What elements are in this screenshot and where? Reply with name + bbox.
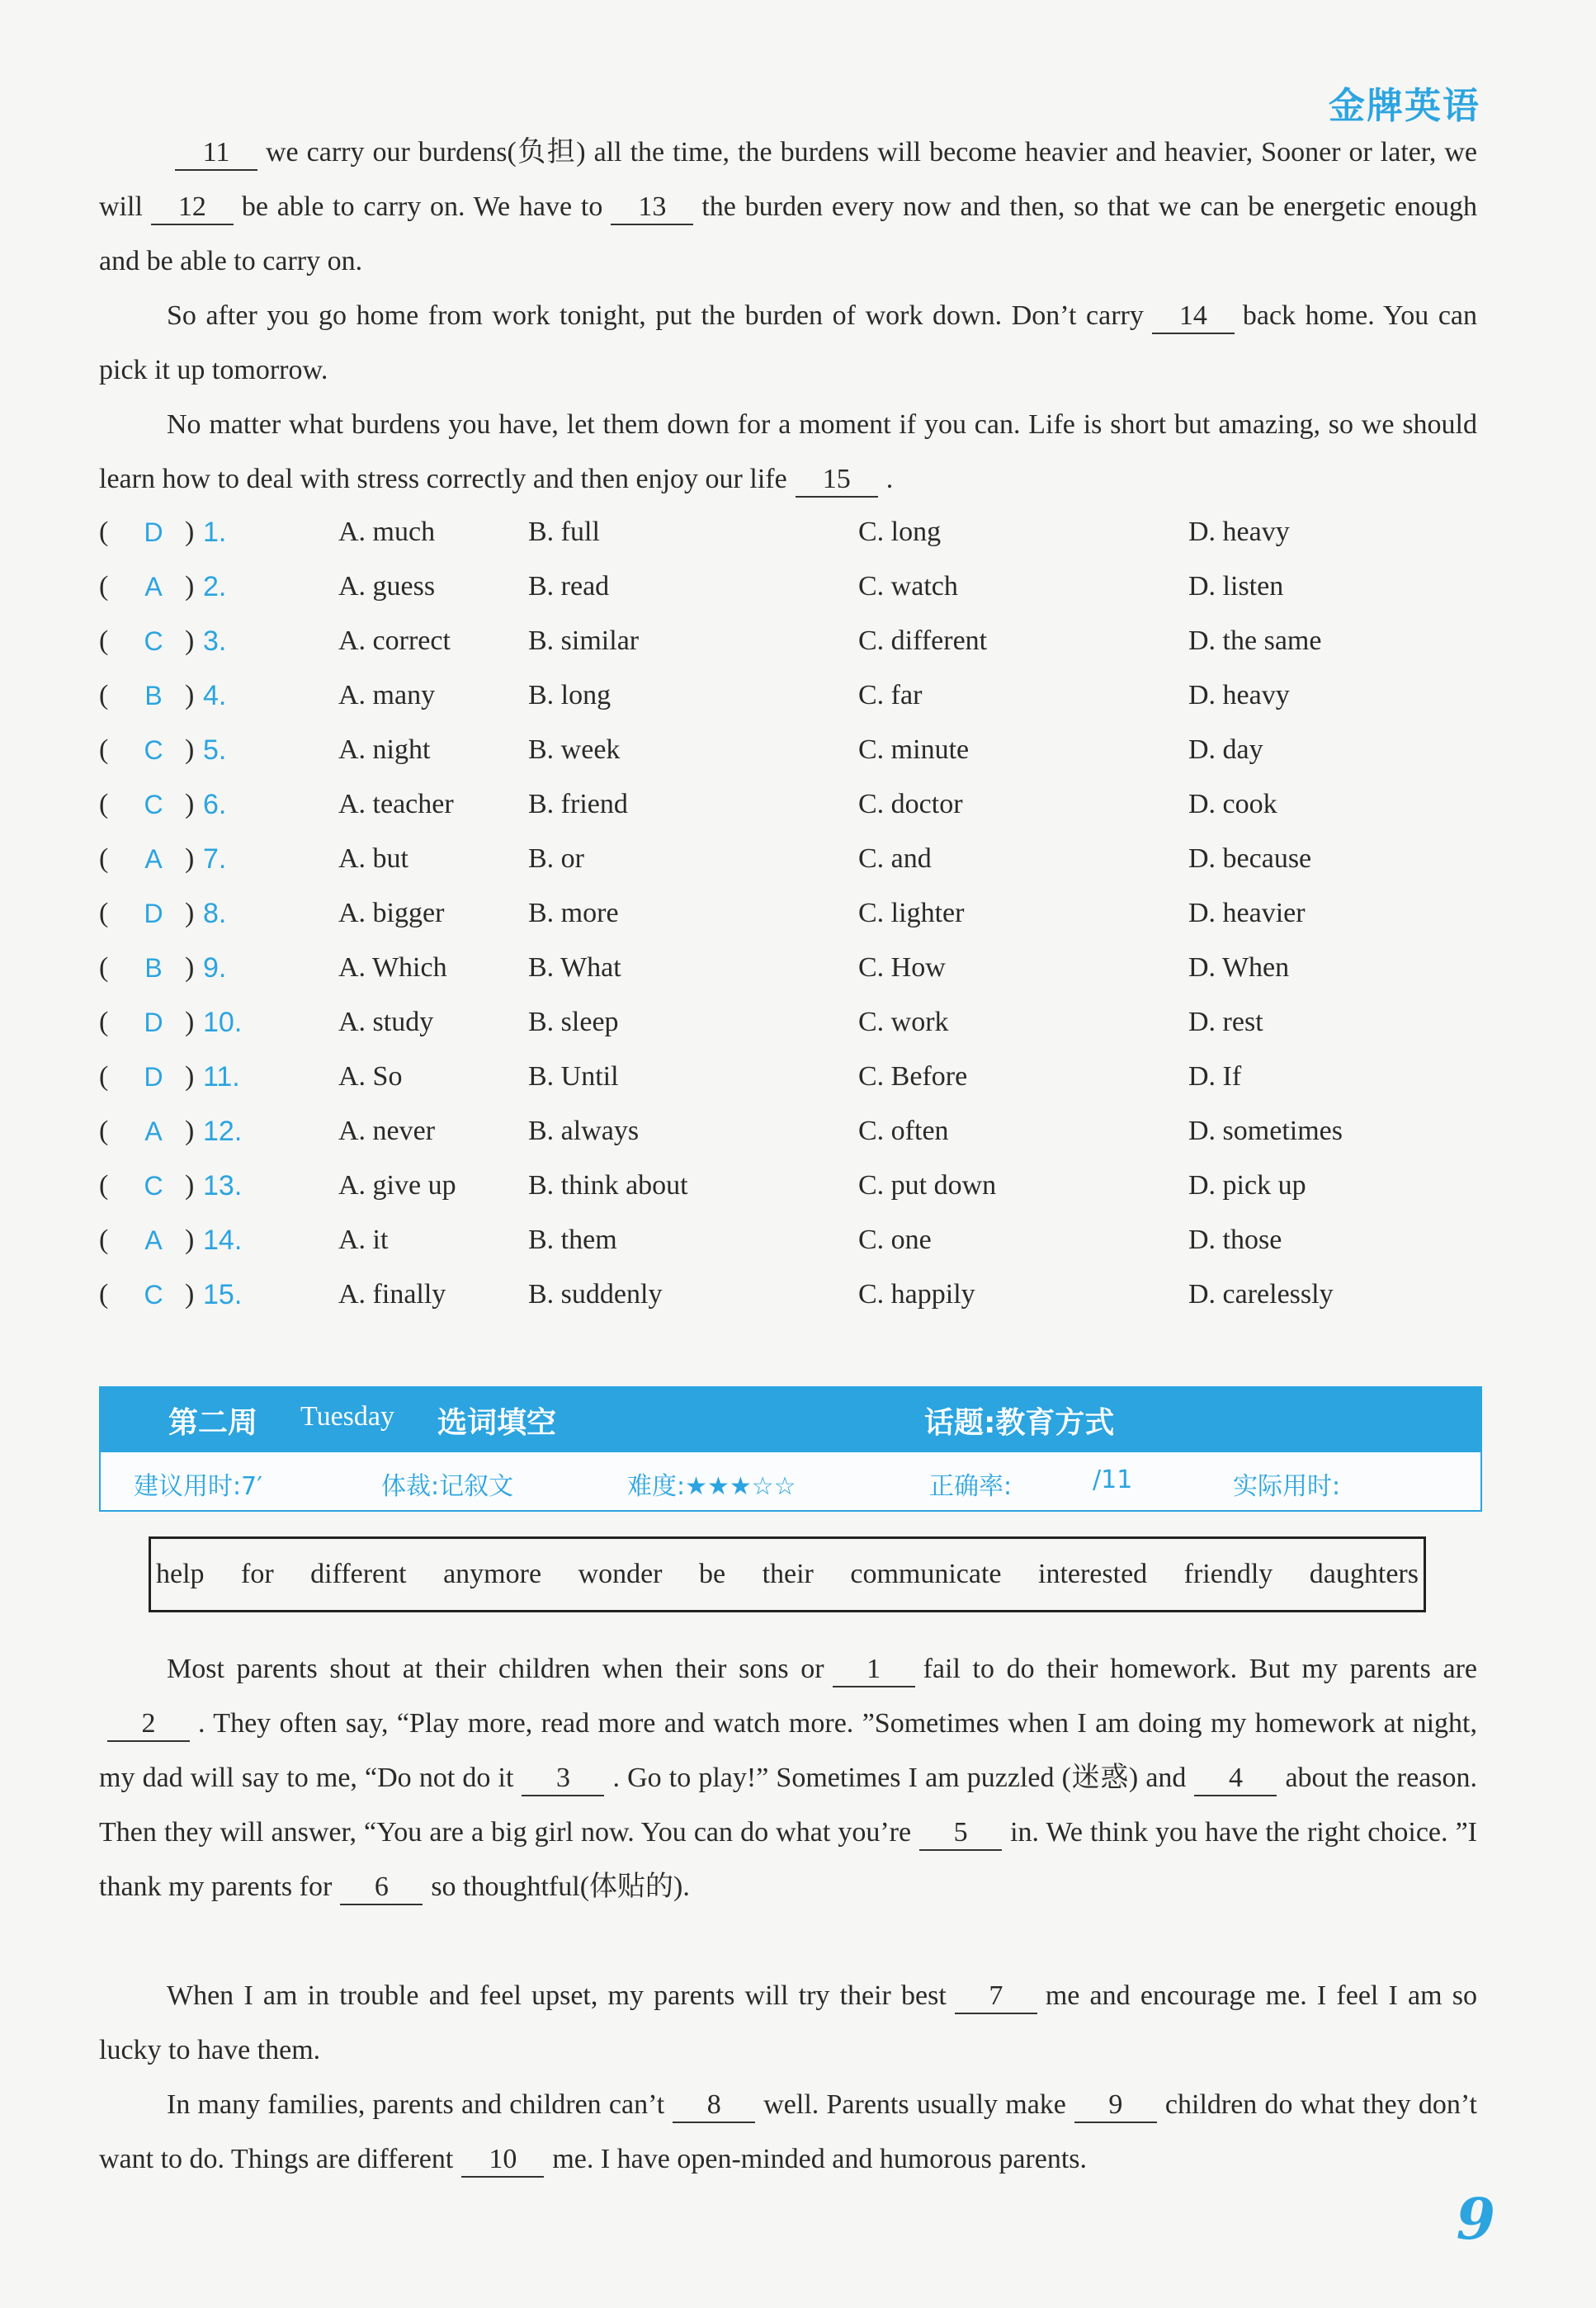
section-meta (99, 1452, 1482, 1512)
open-paren: ( (99, 1061, 109, 1092)
difficulty: 难度:★★★☆☆ (627, 1472, 796, 1501)
open-paren: ( (99, 1116, 109, 1146)
open-paren: ( (99, 734, 109, 765)
option-a[interactable]: A. it (338, 1225, 389, 1255)
blank-6[interactable]: 6 (340, 1871, 423, 1905)
blank-7[interactable]: 7 (955, 1980, 1037, 2014)
option-c[interactable]: C. put down (858, 1170, 997, 1201)
answer-letter[interactable]: C (144, 790, 163, 819)
answer-letter[interactable]: C (144, 626, 163, 656)
option-d[interactable]: D. rest (1188, 1007, 1263, 1037)
blank-5[interactable]: 5 (919, 1816, 1002, 1851)
question-row (99, 614, 1485, 668)
passage2-text: so thoughtful(体贴的). (431, 1871, 690, 1902)
close-paren: ) (185, 1007, 195, 1037)
option-b[interactable]: B. sleep (528, 1007, 619, 1037)
passage2-text: When I am in trouble and feel upset, my parents will try their best (167, 1980, 947, 2011)
option-b[interactable]: B. week (528, 734, 621, 765)
option-d[interactable]: D. cook (1188, 789, 1277, 819)
option-c[interactable]: C. long (858, 517, 942, 547)
option-c[interactable]: C. minute (858, 734, 970, 765)
question-row (99, 1050, 1485, 1104)
close-paren: ) (185, 625, 195, 656)
word-bank-item: friendly (1183, 1559, 1273, 1589)
question-number: 12. (203, 1116, 243, 1147)
page-number: 9 (1456, 2187, 1495, 2253)
option-a[interactable]: A. much (338, 517, 436, 547)
passage1-paragraph-2 (99, 289, 1477, 398)
option-a[interactable]: A. guess (338, 571, 436, 602)
option-d[interactable]: D. those (1188, 1225, 1282, 1255)
blank-8[interactable]: 8 (673, 2089, 755, 2123)
option-c[interactable]: C. Before (858, 1061, 968, 1092)
answer-letter[interactable]: A (144, 844, 163, 874)
question-row (99, 505, 1485, 559)
passage1-text: So after you go home from work tonight, put the burden of work down. Don’t carry (167, 300, 1144, 331)
passage2-text: me and encourage me. I feel I am so lucky to have them. (99, 1980, 1477, 2065)
question-row (99, 995, 1485, 1050)
blank-10[interactable]: 10 (461, 2143, 544, 2178)
word-bank (149, 1536, 1426, 1612)
answer-letter[interactable]: D (144, 899, 163, 928)
option-a[interactable]: A. study (338, 1007, 434, 1037)
passage1-paragraph-1 (99, 125, 1477, 289)
option-b[interactable]: B. think about (528, 1170, 688, 1201)
accuracy-label: 正确率: (929, 1472, 1013, 1501)
option-a[interactable]: A. So (338, 1061, 403, 1092)
passage1-text: we carry our burdens(负担) all the time, the burdens will become heavier and heavier, Sooner or later, we will (99, 137, 1477, 222)
option-c[interactable]: C. doctor (858, 789, 963, 819)
section-topic: 话题:教育方式 (924, 1406, 1115, 1440)
answer-letter[interactable]: C (144, 1280, 163, 1310)
passage2-paragraph-2 (99, 1969, 1477, 2078)
open-paren: ( (99, 517, 109, 547)
word-bank-item: help (156, 1559, 205, 1589)
option-d[interactable]: D. heavy (1188, 517, 1290, 547)
answer-letter[interactable]: D (144, 1008, 163, 1037)
option-d[interactable]: D. the same (1188, 625, 1322, 656)
question-row (99, 832, 1485, 886)
option-c[interactable]: C. often (858, 1116, 949, 1146)
section-header (99, 1386, 1482, 1452)
option-b[interactable]: B. always (528, 1116, 640, 1146)
question-number: 2. (203, 571, 227, 602)
word-bank-item: daughters (1309, 1559, 1419, 1589)
option-b[interactable]: B. similar (528, 625, 640, 656)
question-row (99, 777, 1485, 832)
open-paren: ( (99, 789, 109, 819)
question-row (99, 559, 1485, 614)
option-a[interactable]: A. give up (338, 1170, 456, 1201)
option-d[interactable]: D. sometimes (1188, 1116, 1343, 1146)
accuracy-score: /11 (1093, 1466, 1133, 1494)
passage2-text: well. Parents usually make (763, 2089, 1066, 2120)
answer-letter[interactable]: D (144, 1062, 163, 1092)
option-b[interactable]: B. friend (528, 789, 628, 819)
passage2-text: me. I have open-minded and humorous parents. (552, 2144, 1088, 2174)
answer-letter[interactable]: B (144, 953, 163, 983)
close-paren: ) (185, 1061, 195, 1092)
passage1-text: be able to carry on. We have to (241, 191, 603, 222)
passage1-text: No matter what burdens you have, let them down for a moment if you can. Life is short but amazing, so we should learn how to deal with stress correctly and then enjoy our life (99, 409, 1477, 494)
option-c[interactable]: C. How (858, 952, 946, 983)
close-paren: ) (185, 571, 195, 602)
question-number: 6. (203, 789, 227, 820)
option-b[interactable]: B. What (528, 952, 621, 983)
passage2-text: . Go to play!” Sometimes I am puzzled (迷惑) and (612, 1763, 1187, 1793)
option-d[interactable]: D. heavy (1188, 680, 1290, 710)
option-d[interactable]: D. When (1188, 952, 1290, 983)
option-a[interactable]: A. never (338, 1116, 436, 1146)
blank-3[interactable]: 3 (522, 1762, 604, 1796)
option-b[interactable]: B. suddenly (528, 1279, 663, 1310)
close-paren: ) (185, 1225, 195, 1255)
brand-title: 金牌英语 (1329, 85, 1480, 127)
word-bank-item: different (310, 1559, 407, 1589)
question-number: 14. (203, 1225, 243, 1256)
option-a[interactable]: A. bigger (338, 898, 445, 928)
open-paren: ( (99, 1170, 109, 1201)
word-bank-item: anymore (443, 1559, 542, 1589)
close-paren: ) (185, 789, 195, 819)
option-d[interactable]: D. listen (1188, 571, 1284, 602)
answer-letter[interactable]: C (144, 1171, 163, 1201)
blank-13[interactable]: 13 (611, 191, 693, 225)
close-paren: ) (185, 734, 195, 765)
actual-time: 实际用时: (1233, 1472, 1341, 1501)
option-d[interactable]: D. day (1188, 734, 1263, 765)
open-paren: ( (99, 843, 109, 874)
question-number: 13. (203, 1170, 243, 1201)
close-paren: ) (185, 843, 195, 874)
question-row (99, 941, 1485, 995)
option-b[interactable]: B. long (528, 680, 611, 710)
question-number: 9. (203, 952, 227, 984)
option-c[interactable]: C. different (858, 625, 988, 656)
section-day: Tuesday (300, 1401, 394, 1432)
answer-letter[interactable]: A (144, 1225, 163, 1255)
passage2-text: in. We think you have the right choice. ”I thank my parents for (99, 1817, 1477, 1902)
option-b[interactable]: B. or (528, 843, 584, 874)
blank-9[interactable]: 9 (1074, 2089, 1157, 2123)
suggested-time: 建议用时:7′ (134, 1472, 263, 1501)
question-row (99, 886, 1485, 941)
question-number: 10. (203, 1007, 243, 1038)
question-number: 5. (203, 734, 227, 766)
word-bank-item: communicate (850, 1559, 1002, 1589)
option-b[interactable]: B. them (528, 1225, 617, 1255)
blank-4[interactable]: 4 (1194, 1762, 1277, 1796)
option-d[interactable]: D. pick up (1188, 1170, 1306, 1201)
close-paren: ) (185, 1116, 195, 1146)
question-number: 3. (203, 625, 227, 657)
option-c[interactable]: C. far (858, 680, 923, 710)
word-bank-item: their (762, 1559, 814, 1589)
section-week: 第二周 (168, 1406, 258, 1440)
question-row (99, 1213, 1485, 1267)
passage1-text: back home. You can pick it up tomorrow. (99, 300, 1477, 385)
option-b[interactable]: B. more (528, 898, 619, 928)
close-paren: ) (185, 898, 195, 928)
passage1-paragraph-3 (99, 398, 1477, 507)
blank-12[interactable]: 12 (151, 191, 234, 225)
option-d[interactable]: D. because (1188, 843, 1312, 874)
question-row (99, 723, 1485, 777)
open-paren: ( (99, 1007, 109, 1037)
passage2-text: . They often say, “Play more, read more and watch more. ”Sometimes when I am doing my homework at night, my dad will say to me, “Do not do it (99, 1708, 1477, 1793)
open-paren: ( (99, 625, 109, 656)
question-number: 11. (203, 1061, 240, 1093)
question-row (99, 1104, 1485, 1159)
passage2-text: In many families, parents and children can’t (167, 2089, 665, 2120)
word-bank-item: wonder (578, 1559, 663, 1589)
answer-letter[interactable]: A (144, 572, 163, 602)
choice-table (99, 505, 1485, 1322)
question-number: 1. (203, 517, 227, 548)
open-paren: ( (99, 680, 109, 710)
option-a[interactable]: A. finally (338, 1279, 446, 1310)
passage2-paragraph-3 (99, 2078, 1477, 2187)
blank-11[interactable]: 11 (175, 136, 257, 171)
question-row (99, 1159, 1485, 1213)
option-b[interactable]: B. Until (528, 1061, 619, 1092)
question-number: 15. (203, 1279, 243, 1310)
open-paren: ( (99, 952, 109, 983)
passage2-text: children do what they don’t want to do. Things are different (99, 2089, 1477, 2174)
passage1-text: . (885, 464, 894, 494)
option-c[interactable]: C. watch (858, 571, 958, 602)
question-row (99, 1267, 1485, 1322)
option-c[interactable]: C. lighter (858, 898, 965, 928)
question-number: 4. (203, 680, 227, 711)
option-b[interactable]: B. full (528, 517, 600, 547)
question-row (99, 668, 1485, 723)
open-paren: ( (99, 1279, 109, 1310)
option-c[interactable]: C. happily (858, 1279, 975, 1310)
passage2-text: about the reason. Then they will answer, “You are a big girl now. You can do what you’re (99, 1763, 1478, 1848)
option-a[interactable]: A. many (338, 680, 436, 710)
answer-letter[interactable]: B (144, 681, 163, 710)
close-paren: ) (185, 952, 195, 983)
genre: 体裁:记叙文 (381, 1472, 514, 1501)
open-paren: ( (99, 1225, 109, 1255)
word-bank-item: interested (1038, 1559, 1148, 1589)
answer-letter[interactable]: C (144, 735, 163, 765)
option-a[interactable]: A. night (338, 734, 431, 765)
passage1-text: the burden every now and then, so that we can be energetic enough and be able to carry on. (99, 191, 1477, 276)
passage2-text: Most parents shout at their children when their sons or (167, 1654, 824, 1684)
section-type: 选词填空 (437, 1406, 557, 1440)
passage2-text: fail to do their homework. But my parents are (923, 1654, 1477, 1684)
blank-15[interactable]: 15 (796, 463, 878, 498)
open-paren: ( (99, 571, 109, 602)
option-d[interactable]: D. carelessly (1188, 1279, 1334, 1310)
option-a[interactable]: A. correct (338, 625, 451, 656)
blank-2[interactable]: 2 (107, 1707, 190, 1742)
open-paren: ( (99, 898, 109, 928)
answer-letter[interactable]: A (144, 1116, 163, 1146)
question-number: 8. (203, 898, 227, 929)
option-d[interactable]: D. If (1188, 1061, 1242, 1092)
option-c[interactable]: C. work (858, 1007, 949, 1037)
passage2-paragraph-1 (99, 1642, 1477, 1914)
blank-14[interactable]: 14 (1152, 300, 1235, 334)
answer-letter[interactable]: D (144, 517, 163, 547)
close-paren: ) (185, 680, 195, 710)
word-bank-item: for (241, 1559, 274, 1589)
close-paren: ) (185, 1279, 195, 1310)
question-number: 7. (203, 843, 227, 875)
option-b[interactable]: B. read (528, 571, 610, 602)
option-c[interactable]: C. one (858, 1225, 932, 1255)
option-a[interactable]: A. teacher (338, 789, 454, 819)
word-bank-item: be (698, 1559, 726, 1589)
option-d[interactable]: D. heavier (1188, 898, 1306, 928)
option-a[interactable]: A. but (338, 843, 408, 874)
blank-1[interactable]: 1 (833, 1653, 915, 1687)
option-a[interactable]: A. Which (338, 952, 447, 983)
option-c[interactable]: C. and (858, 843, 932, 874)
close-paren: ) (185, 517, 195, 547)
close-paren: ) (185, 1170, 195, 1201)
